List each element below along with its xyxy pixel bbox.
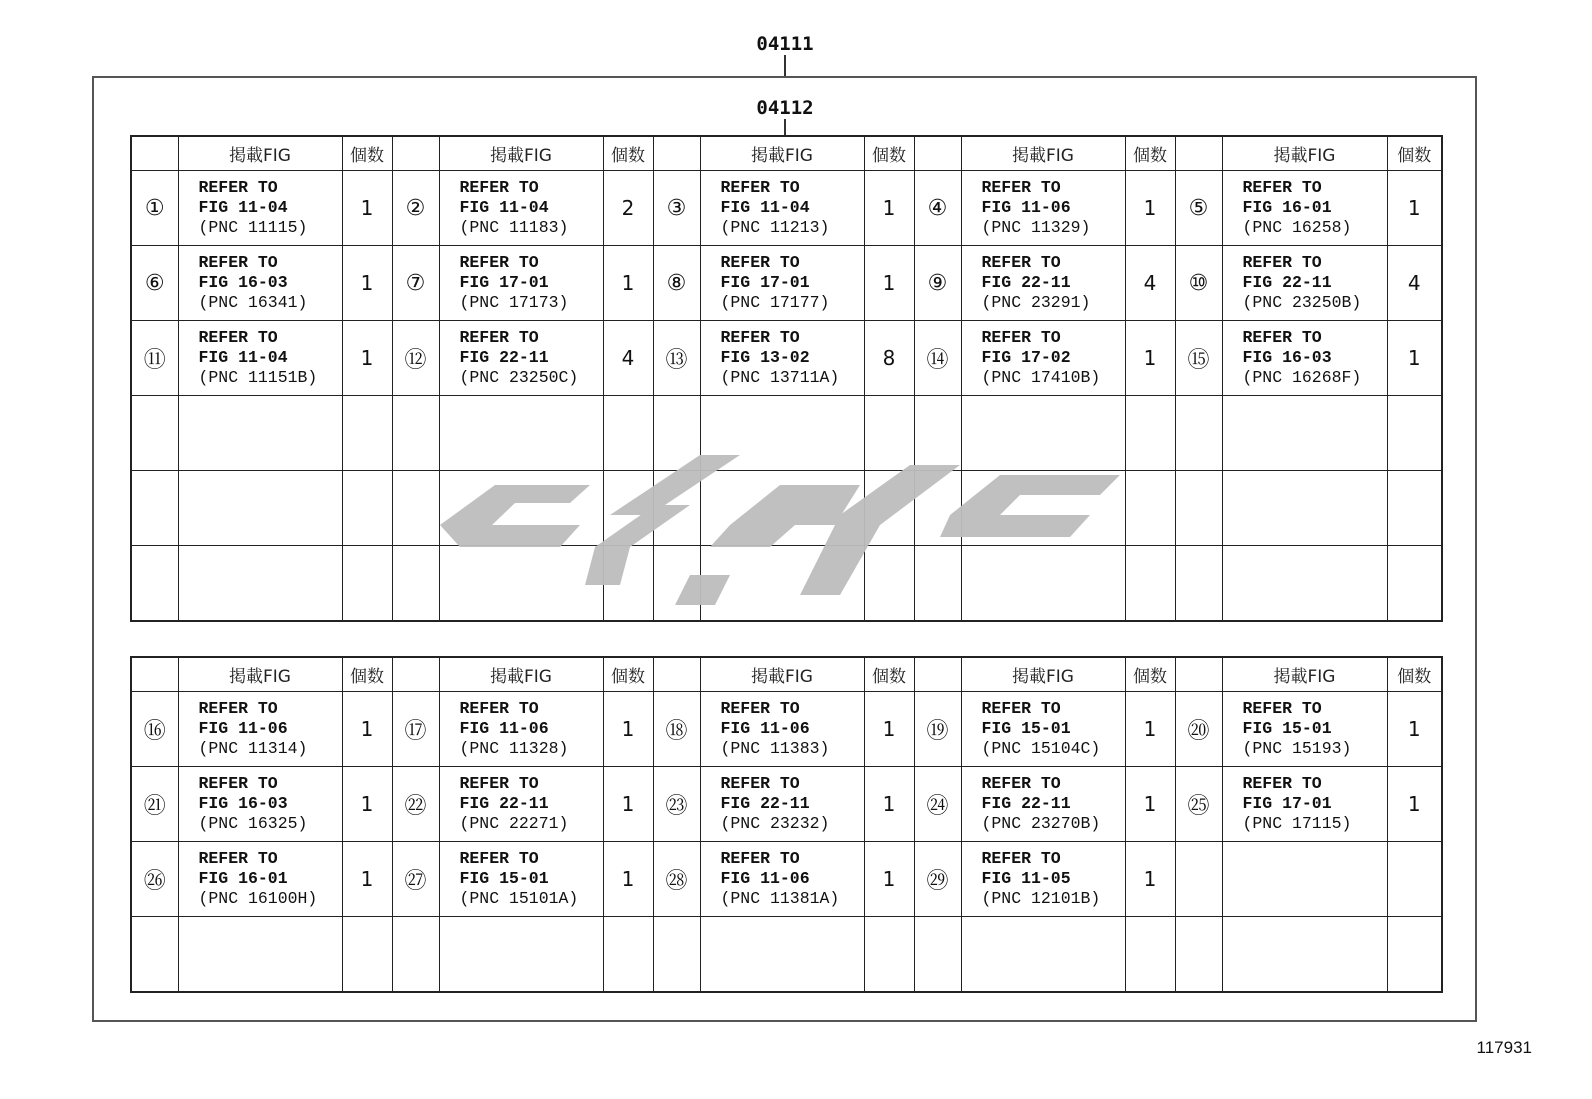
table-row (131, 171, 1442, 246)
reference-line-l2: FIG 11-06 (459, 719, 549, 738)
refer-to-cell (961, 471, 1125, 546)
header-fig-cell: 掲載FIG (700, 136, 864, 171)
reference-line-l2: FIG 22-11 (720, 794, 810, 813)
quantity-cell: 1 (342, 842, 392, 917)
refer-to-cell (178, 692, 342, 767)
table-row (131, 321, 1442, 396)
quantity-cell: 1 (864, 767, 914, 842)
item-number: ㉘ (653, 842, 700, 917)
reference-line-l3: (PNC 15193) (1242, 739, 1352, 758)
item-number: ⑲ (914, 692, 961, 767)
refer-to-cell (700, 471, 864, 546)
item-number (1175, 396, 1222, 471)
reference-line-l1: REFER TO (459, 774, 539, 793)
reference-line-l3: (PNC 11115) (198, 218, 308, 237)
item-number: ㉒ (392, 767, 439, 842)
quantity-cell (864, 917, 914, 993)
item-number: ⑰ (392, 692, 439, 767)
reference-line-l1: REFER TO (198, 178, 278, 197)
reference-line-l2: FIG 22-11 (459, 794, 549, 813)
reference-line-l2: FIG 11-06 (981, 198, 1071, 217)
item-number (392, 917, 439, 993)
reference-line-l3: (PNC 11314) (198, 739, 308, 758)
refer-to-cell (1222, 842, 1387, 917)
reference-line-l3: (PNC 11383) (720, 739, 830, 758)
item-number: ⑩ (1175, 246, 1222, 321)
reference-line-l2: FIG 22-11 (981, 794, 1071, 813)
reference-line-l2: FIG 11-04 (198, 348, 288, 367)
header-fig-cell: 掲載FIG (961, 136, 1125, 171)
reference-line-l2: FIG 15-01 (981, 719, 1071, 738)
header-fig-cell: 掲載FIG (961, 657, 1125, 692)
figure-number: 117931 (1476, 1038, 1532, 1057)
header-fig-cell: 掲載FIG (439, 136, 603, 171)
quantity-cell: 1 (864, 692, 914, 767)
reference-line-l3: (PNC 23250B) (1242, 293, 1362, 312)
reference-line-l3: (PNC 23250C) (459, 368, 579, 387)
reference-line-l1: REFER TO (1242, 774, 1322, 793)
header-index-cell (131, 136, 178, 171)
item-number (1175, 471, 1222, 546)
refer-to-cell (439, 842, 603, 917)
quantity-cell (1125, 546, 1175, 622)
quantity-cell (1387, 471, 1442, 546)
table-row (131, 471, 1442, 546)
quantity-cell: 1 (603, 692, 653, 767)
item-number: ㉔ (914, 767, 961, 842)
item-number: ⑮ (1175, 321, 1222, 396)
quantity-cell (603, 396, 653, 471)
item-number: ② (392, 171, 439, 246)
header-fig-cell: 掲載FIG (178, 136, 342, 171)
item-number (131, 917, 178, 993)
header-qty-cell: 個数 (864, 657, 914, 692)
reference-line-l2: FIG 22-11 (981, 273, 1071, 292)
reference-line-l1: REFER TO (720, 849, 800, 868)
item-number: ⑯ (131, 692, 178, 767)
item-number (1175, 917, 1222, 993)
header-qty-cell: 個数 (603, 657, 653, 692)
header-qty-cell: 個数 (342, 657, 392, 692)
item-number (392, 471, 439, 546)
item-number (914, 471, 961, 546)
quantity-cell: 1 (342, 246, 392, 321)
header-index-cell (653, 136, 700, 171)
refer-to-cell (178, 842, 342, 917)
quantity-cell: 1 (342, 321, 392, 396)
refer-to-cell (1222, 546, 1387, 622)
quantity-cell: 4 (603, 321, 653, 396)
quantity-cell (342, 471, 392, 546)
reference-line-l1: REFER TO (198, 774, 278, 793)
quantity-cell: 1 (603, 246, 653, 321)
reference-line-l1: REFER TO (459, 849, 539, 868)
reference-line-l1: REFER TO (720, 774, 800, 793)
reference-line-l3: (PNC 23270B) (981, 814, 1101, 833)
inner-code-leader (784, 119, 786, 135)
header-index-cell (914, 657, 961, 692)
reference-line-l2: FIG 11-04 (459, 198, 549, 217)
refer-to-cell (439, 471, 603, 546)
header-fig-cell: 掲載FIG (700, 657, 864, 692)
reference-line-l1: REFER TO (981, 774, 1061, 793)
refer-to-cell (178, 321, 342, 396)
refer-to-cell (178, 917, 342, 993)
item-number (1175, 842, 1222, 917)
header-index-cell (914, 136, 961, 171)
outer-code-leader (784, 55, 786, 76)
reference-line-l2: FIG 16-03 (198, 794, 288, 813)
reference-line-l2: FIG 15-01 (1242, 719, 1332, 738)
quantity-cell (1125, 917, 1175, 993)
refer-to-cell (439, 767, 603, 842)
item-number (653, 917, 700, 993)
reference-line-l2: FIG 11-05 (981, 869, 1071, 888)
refer-to-cell (439, 546, 603, 622)
refer-to-cell (439, 692, 603, 767)
reference-line-l1: REFER TO (1242, 699, 1322, 718)
header-index-cell (653, 657, 700, 692)
refer-to-cell (961, 767, 1125, 842)
reference-line-l1: REFER TO (720, 699, 800, 718)
reference-line-l3: (PNC 11328) (459, 739, 569, 758)
header-qty-cell: 個数 (864, 136, 914, 171)
refer-to-cell (1222, 396, 1387, 471)
reference-line-l1: REFER TO (981, 328, 1061, 347)
refer-to-cell (439, 171, 603, 246)
refer-to-cell (1222, 321, 1387, 396)
reference-line-l1: REFER TO (981, 178, 1061, 197)
refer-to-cell (700, 321, 864, 396)
header-fig-cell: 掲載FIG (1222, 136, 1387, 171)
reference-line-l2: FIG 17-01 (720, 273, 810, 292)
refer-to-cell (178, 396, 342, 471)
item-number (131, 396, 178, 471)
reference-line-l3: (PNC 12101B) (981, 889, 1101, 908)
refer-to-cell (961, 917, 1125, 993)
reference-line-l2: FIG 17-02 (981, 348, 1071, 367)
quantity-cell (342, 546, 392, 622)
quantity-cell: 1 (1387, 321, 1442, 396)
quantity-cell (1387, 546, 1442, 622)
reference-line-l3: (PNC 17177) (720, 293, 830, 312)
outer-assembly-code: 04111 (756, 33, 814, 55)
inner-assembly-code: 04112 (756, 97, 814, 119)
reference-line-l2: FIG 15-01 (459, 869, 549, 888)
reference-line-l3: (PNC 16268F) (1242, 368, 1362, 387)
quantity-cell (342, 396, 392, 471)
item-number: ㉑ (131, 767, 178, 842)
item-number: ⑭ (914, 321, 961, 396)
item-number: ⑨ (914, 246, 961, 321)
reference-line-l2: FIG 16-01 (198, 869, 288, 888)
quantity-cell (1387, 396, 1442, 471)
reference-line-l3: (PNC 16100H) (198, 889, 318, 908)
header-index-cell (392, 657, 439, 692)
table-row (131, 917, 1442, 993)
refer-to-cell (961, 321, 1125, 396)
reference-line-l3: (PNC 16325) (198, 814, 308, 833)
reference-line-l1: REFER TO (720, 328, 800, 347)
quantity-cell: 4 (1125, 246, 1175, 321)
quantity-cell (603, 471, 653, 546)
item-number (392, 396, 439, 471)
quantity-cell: 1 (1125, 767, 1175, 842)
refer-to-cell (961, 842, 1125, 917)
quantity-cell (1387, 917, 1442, 993)
reference-line-l1: REFER TO (198, 699, 278, 718)
reference-line-l3: (PNC 11151B) (198, 368, 318, 387)
reference-line-l1: REFER TO (981, 253, 1061, 272)
refer-to-cell (439, 246, 603, 321)
item-number: ㉙ (914, 842, 961, 917)
item-number (131, 471, 178, 546)
item-number: ④ (914, 171, 961, 246)
refer-to-cell (1222, 246, 1387, 321)
reference-line-l1: REFER TO (459, 328, 539, 347)
quantity-cell: 1 (603, 767, 653, 842)
reference-line-l2: FIG 16-03 (198, 273, 288, 292)
quantity-cell: 1 (864, 171, 914, 246)
refer-to-cell (439, 396, 603, 471)
reference-line-l2: FIG 17-01 (459, 273, 549, 292)
reference-line-l3: (PNC 17173) (459, 293, 569, 312)
reference-line-l2: FIG 22-11 (1242, 273, 1332, 292)
reference-line-l3: (PNC 11213) (720, 218, 830, 237)
quantity-cell (864, 396, 914, 471)
quantity-cell: 2 (603, 171, 653, 246)
quantity-cell: 1 (1125, 842, 1175, 917)
item-number (653, 396, 700, 471)
refer-to-cell (961, 396, 1125, 471)
item-number (914, 396, 961, 471)
refer-to-cell (700, 767, 864, 842)
quantity-cell (603, 917, 653, 993)
quantity-cell: 1 (1387, 767, 1442, 842)
refer-to-cell (178, 471, 342, 546)
header-qty-cell: 個数 (1387, 657, 1442, 692)
reference-line-l1: REFER TO (981, 849, 1061, 868)
reference-line-l3: (PNC 15104C) (981, 739, 1101, 758)
reference-line-l3: (PNC 11381A) (720, 889, 840, 908)
header-qty-cell: 個数 (1125, 136, 1175, 171)
reference-line-l3: (PNC 23291) (981, 293, 1091, 312)
refer-to-cell (700, 546, 864, 622)
reference-line-l2: FIG 11-04 (198, 198, 288, 217)
refer-to-cell (700, 692, 864, 767)
reference-line-l3: (PNC 17410B) (981, 368, 1101, 387)
reference-line-l2: FIG 11-06 (720, 869, 810, 888)
item-number (131, 546, 178, 622)
reference-line-l2: FIG 11-06 (720, 719, 810, 738)
item-number: ㉗ (392, 842, 439, 917)
refer-to-cell (1222, 692, 1387, 767)
item-number: ⑤ (1175, 171, 1222, 246)
header-qty-cell: 個数 (603, 136, 653, 171)
refer-to-cell (1222, 767, 1387, 842)
refer-to-cell (178, 171, 342, 246)
header-index-cell (131, 657, 178, 692)
reference-line-l2: FIG 11-06 (198, 719, 288, 738)
reference-line-l2: FIG 22-11 (459, 348, 549, 367)
quantity-cell (1387, 842, 1442, 917)
refer-to-cell (1222, 171, 1387, 246)
refer-to-cell (961, 692, 1125, 767)
reference-line-l2: FIG 16-03 (1242, 348, 1332, 367)
reference-line-l1: REFER TO (720, 178, 800, 197)
table-row (131, 396, 1442, 471)
reference-line-l3: (PNC 16258) (1242, 218, 1352, 237)
reference-line-l1: REFER TO (198, 849, 278, 868)
reference-line-l2: FIG 17-01 (1242, 794, 1332, 813)
quantity-cell (342, 917, 392, 993)
quantity-cell: 1 (864, 246, 914, 321)
quantity-cell: 1 (1125, 321, 1175, 396)
reference-line-l2: FIG 13-02 (720, 348, 810, 367)
header-index-cell (1175, 657, 1222, 692)
item-number: ⑫ (392, 321, 439, 396)
quantity-cell: 1 (1125, 171, 1175, 246)
reference-line-l3: (PNC 11183) (459, 218, 569, 237)
reference-line-l3: (PNC 23232) (720, 814, 830, 833)
item-number: ㉕ (1175, 767, 1222, 842)
reference-line-l1: REFER TO (1242, 328, 1322, 347)
reference-line-l1: REFER TO (459, 699, 539, 718)
header-qty-cell: 個数 (342, 136, 392, 171)
parts-table-lower (130, 656, 1443, 993)
item-number: ⑬ (653, 321, 700, 396)
reference-line-l2: FIG 16-01 (1242, 198, 1332, 217)
refer-to-cell (178, 767, 342, 842)
refer-to-cell (961, 171, 1125, 246)
header-fig-cell: 掲載FIG (178, 657, 342, 692)
table-row (131, 246, 1442, 321)
reference-line-l3: (PNC 22271) (459, 814, 569, 833)
header-qty-cell: 個数 (1125, 657, 1175, 692)
quantity-cell (603, 546, 653, 622)
quantity-cell: 1 (1387, 171, 1442, 246)
quantity-cell: 4 (1387, 246, 1442, 321)
item-number: ① (131, 171, 178, 246)
refer-to-cell (700, 842, 864, 917)
refer-to-cell (439, 321, 603, 396)
refer-to-cell (178, 546, 342, 622)
reference-line-l1: REFER TO (459, 253, 539, 272)
item-number (653, 471, 700, 546)
item-number: ⑧ (653, 246, 700, 321)
refer-to-cell (700, 917, 864, 993)
item-number: ㉖ (131, 842, 178, 917)
reference-line-l1: REFER TO (459, 178, 539, 197)
item-number: ⑳ (1175, 692, 1222, 767)
item-number: ⑥ (131, 246, 178, 321)
header-qty-cell: 個数 (1387, 136, 1442, 171)
refer-to-cell (700, 246, 864, 321)
quantity-cell: 1 (342, 692, 392, 767)
reference-line-l3: (PNC 16341) (198, 293, 308, 312)
item-number (914, 546, 961, 622)
reference-line-l3: (PNC 13711A) (720, 368, 840, 387)
refer-to-cell (700, 396, 864, 471)
item-number (392, 546, 439, 622)
header-index-cell (1175, 136, 1222, 171)
header-fig-cell: 掲載FIG (1222, 657, 1387, 692)
table-row (131, 767, 1442, 842)
refer-to-cell (1222, 471, 1387, 546)
table-row (131, 692, 1442, 767)
refer-to-cell (1222, 917, 1387, 993)
quantity-cell: 1 (864, 842, 914, 917)
item-number (914, 917, 961, 993)
header-index-cell (392, 136, 439, 171)
quantity-cell: 1 (1125, 692, 1175, 767)
header-fig-cell: 掲載FIG (439, 657, 603, 692)
quantity-cell: 1 (603, 842, 653, 917)
quantity-cell: 1 (1387, 692, 1442, 767)
item-number: ⑦ (392, 246, 439, 321)
quantity-cell: 8 (864, 321, 914, 396)
refer-to-cell (961, 246, 1125, 321)
reference-line-l3: (PNC 11329) (981, 218, 1091, 237)
reference-line-l1: REFER TO (1242, 178, 1322, 197)
item-number: ⑱ (653, 692, 700, 767)
reference-line-l1: REFER TO (198, 328, 278, 347)
reference-line-l1: REFER TO (1242, 253, 1322, 272)
reference-line-l1: REFER TO (198, 253, 278, 272)
item-number: ⑪ (131, 321, 178, 396)
item-number (653, 546, 700, 622)
quantity-cell (1125, 396, 1175, 471)
refer-to-cell (961, 546, 1125, 622)
reference-line-l3: (PNC 15101A) (459, 889, 579, 908)
quantity-cell: 1 (342, 767, 392, 842)
refer-to-cell (178, 246, 342, 321)
quantity-cell (1125, 471, 1175, 546)
reference-line-l2: FIG 11-04 (720, 198, 810, 217)
reference-line-l1: REFER TO (720, 253, 800, 272)
table-row (131, 842, 1442, 917)
quantity-cell (864, 546, 914, 622)
reference-line-l3: (PNC 17115) (1242, 814, 1352, 833)
quantity-cell: 1 (342, 171, 392, 246)
reference-line-l1: REFER TO (981, 699, 1061, 718)
item-number (1175, 546, 1222, 622)
item-number: ㉓ (653, 767, 700, 842)
quantity-cell (864, 471, 914, 546)
refer-to-cell (439, 917, 603, 993)
table-row (131, 546, 1442, 622)
refer-to-cell (700, 171, 864, 246)
parts-table-upper (130, 135, 1443, 622)
item-number: ③ (653, 171, 700, 246)
